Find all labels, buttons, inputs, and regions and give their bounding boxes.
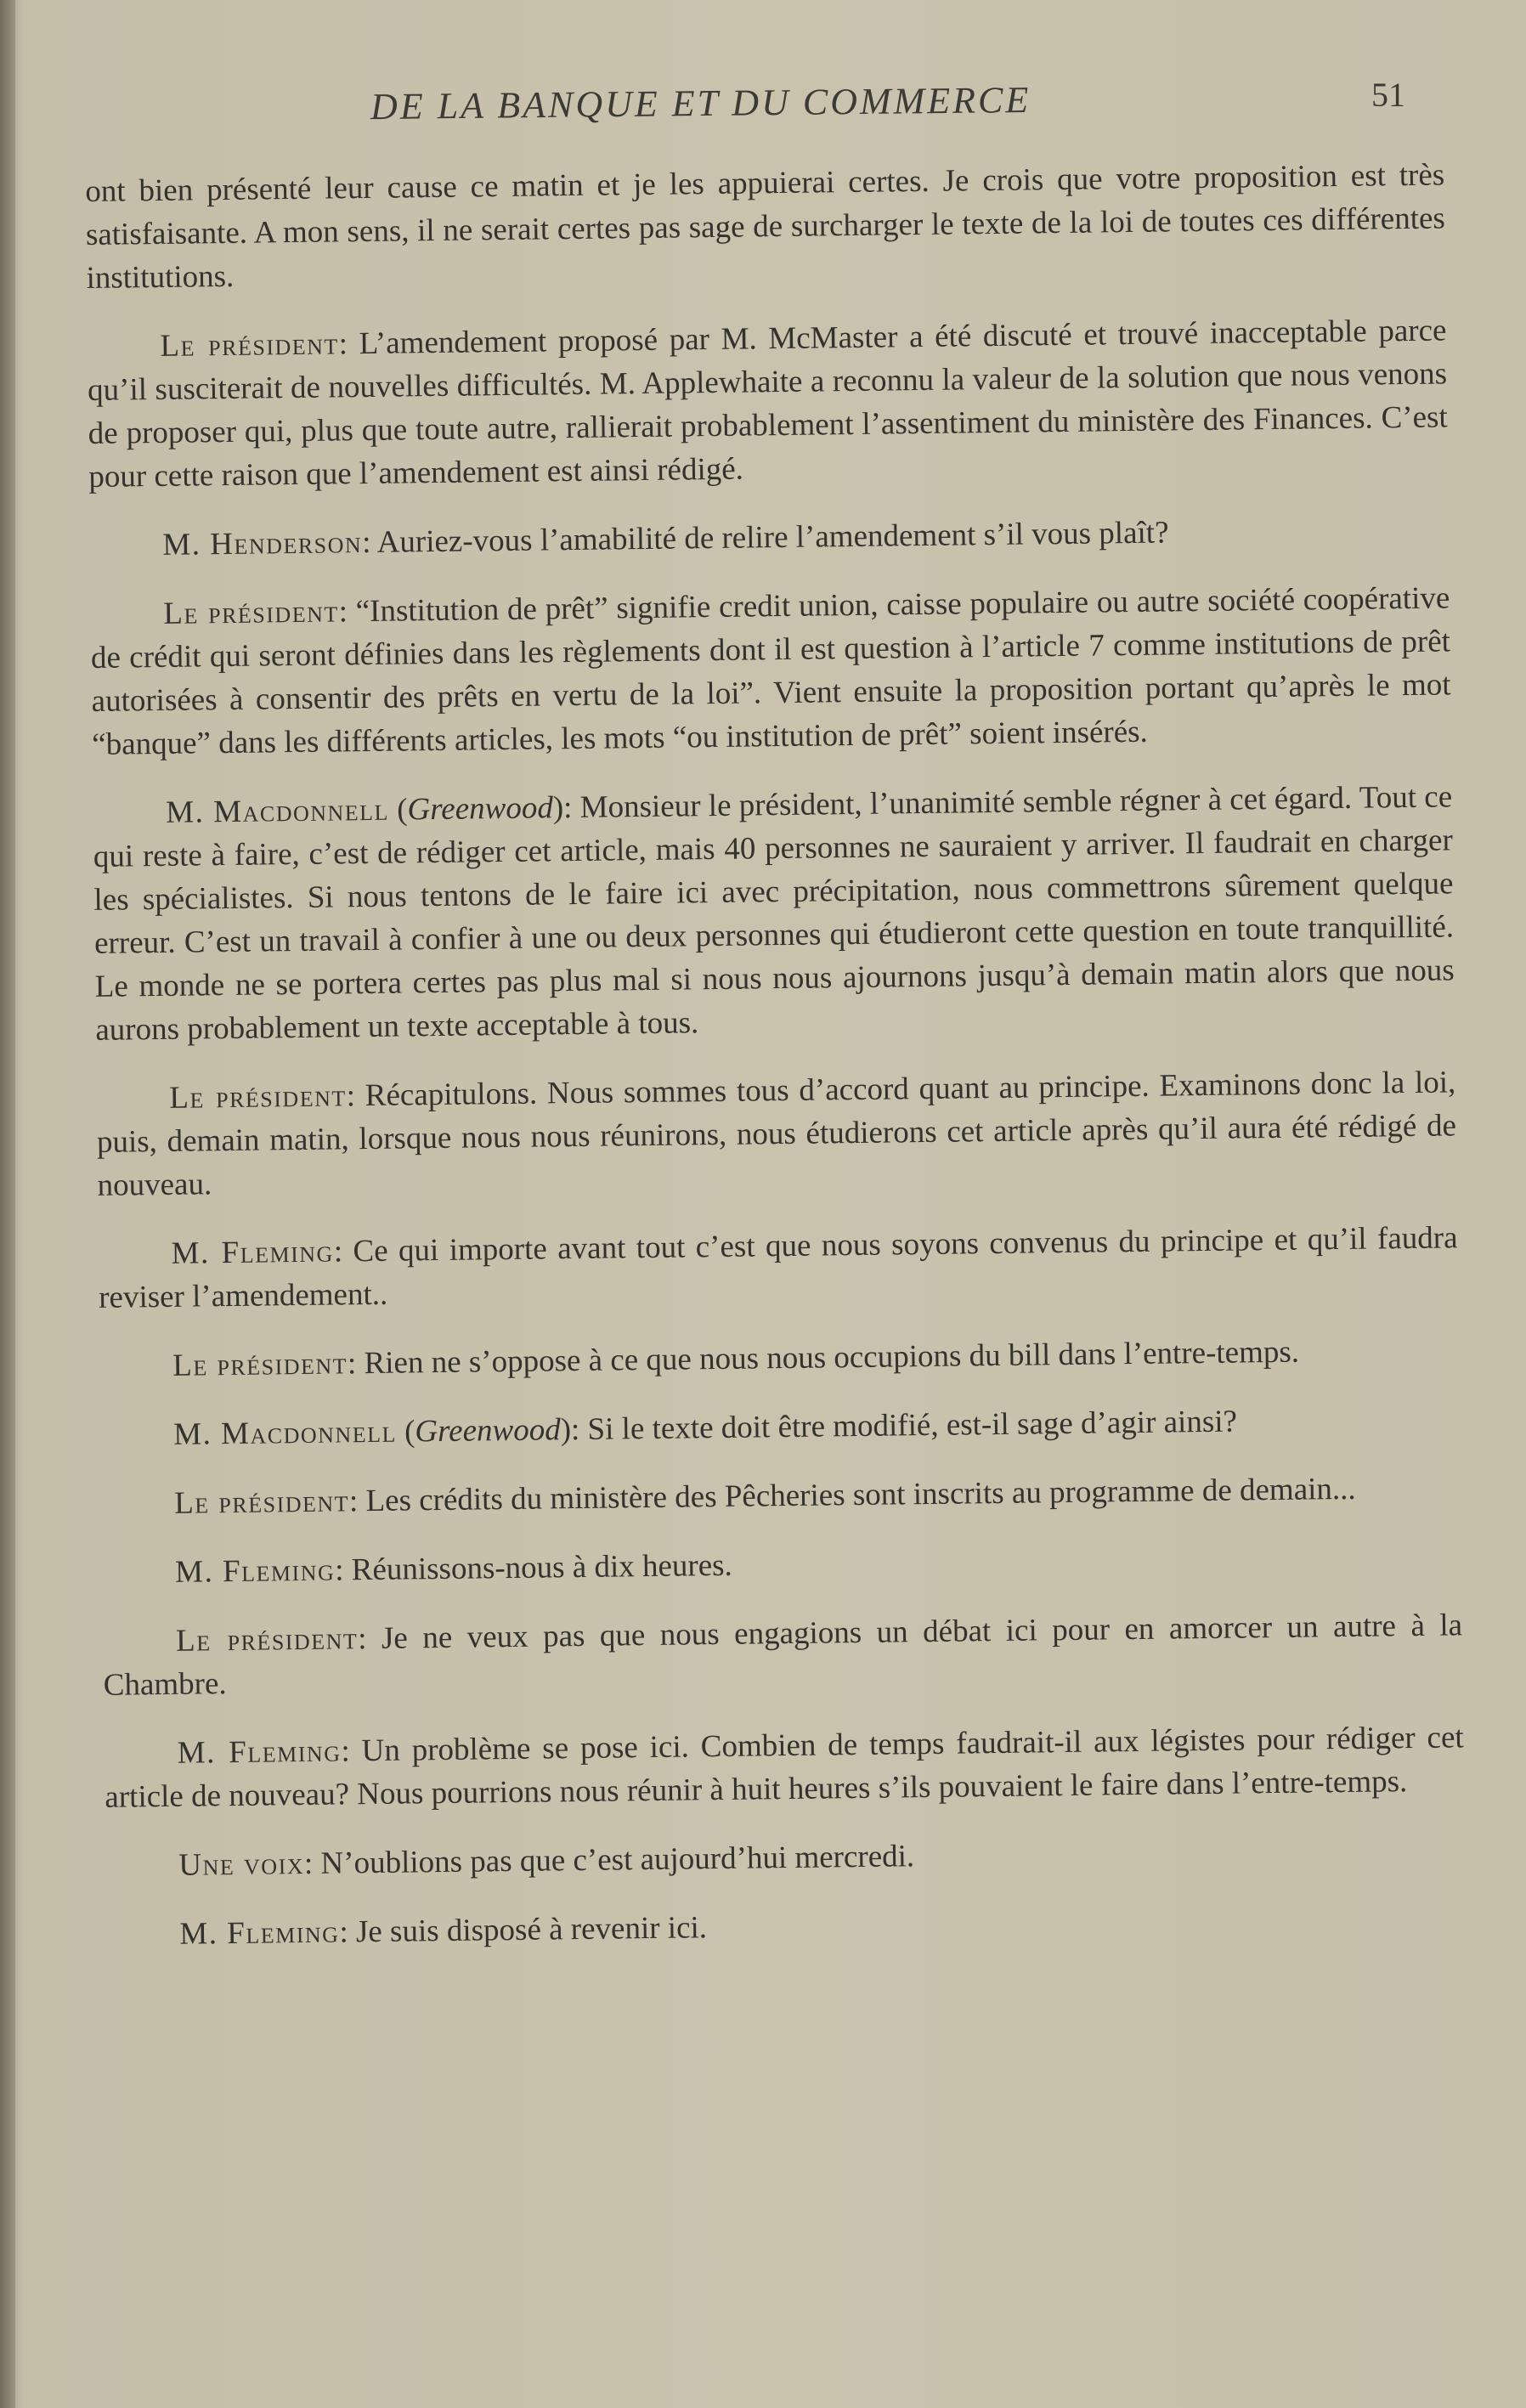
speech-text: Si le texte doit être modifié, est-il sage d’agir ainsi? (587, 1404, 1238, 1447)
speech-text: Je ne veux pas que nous engagions un débat ici pour en amorcer un autre à la Chambre. (103, 1608, 1463, 1703)
speech-paragraph: Le président: Les crédits du ministère des Pêcheries sont inscrits au programme de demain... (173, 1471, 1356, 1521)
speaker-name: Le président (163, 594, 339, 631)
paragraph-continuation (85, 153, 1446, 300)
speaker-name: Le président (160, 326, 340, 364)
speech-paragraph: M. Henderson: Auriez-vous l’amabilité de relire l’amendement s’il vous plaît? (162, 515, 1169, 562)
speaker-riding: Greenwood (407, 790, 554, 828)
speech-paragraph: M. Macdonnell (Greenwood): Si le texte doit être modifié, est-il sage d’agir ainsi? (172, 1404, 1238, 1452)
speaker-name: M. Fleming (174, 1552, 336, 1590)
speaker-name: Le président (175, 1621, 359, 1659)
running-head: DE LA BANQUE ET DU COMMERCE (370, 78, 1031, 128)
speaker-name: Le président (173, 1484, 350, 1521)
paragraph-text: ont bien présenté leur cause ce matin et je les appuierai certes. Je crois que votre proposition est très satisfaisante. A mon sens, il ne serait certes pas sage de surcharger le texte de la loi de toutes ces différentes institutions. (85, 157, 1446, 296)
book-spine-shadow (0, 0, 15, 2408)
page-number: 51 (1371, 76, 1405, 114)
speaker-name: Une voix (178, 1846, 305, 1883)
speaker-name: Le président (169, 1078, 347, 1116)
speech-paragraph: M. Fleming: Réunissons-nous à dix heures. (174, 1547, 733, 1590)
speaker-name: Le président (172, 1346, 348, 1383)
speech-paragraph: Une voix: N’oublions pas que c’est aujourd’hui mercredi. (178, 1839, 915, 1883)
speaker-name: M. Fleming (177, 1733, 342, 1771)
speech-text: L’amendement proposé par M. McMaster a été discuté et trouvé inacceptable parce qu’il susciterait de nouvelles difficultés. M. Applewhaite a reconnu la valeur de la solution que nous venons de proposer qui, plus que toute autre, rallierait probablement l’assentiment du ministère des Finances. C’est pour cette raison que l’amendement est ainsi rédigé. (87, 313, 1448, 495)
speaker-name: M. Macdonnell (165, 792, 390, 830)
speaker-name: M. Fleming (179, 1914, 340, 1952)
speech-text: Les crédits du ministère des Pêcheries sont inscrits au programme de demain... (365, 1471, 1356, 1519)
speech-paragraph: Le président: Rien ne s’oppose à ce que nous nous occupions du bill dans l’entre-temps. (172, 1334, 1300, 1383)
speech-text: Réunissons-nous à dix heures. (351, 1547, 733, 1588)
speech-paragraph: Le président: Récapitulons. Nous sommes tous d’accord quant au principe. Examinons donc la loi, puis, demain matin, lorsque nous nous réunirons, nous étudierons cet article après qu’il aura été rédigé de nouveau. (96, 1065, 1457, 1203)
speech-paragraph: M. Macdonnell (Greenwood): Monsieur le président, l’unanimité semble régner à cet égard. Tout ce qui reste à faire, c’est de rédiger cet article, mais 40 personnes ne sauraient y arriver. Il faudrait en charger les spécialistes. Si nous tentons de le faire ici avec précipitation, nous commettrons sûrement quelque erreur. C’est un travail à confier à une ou deux personnes qui étudieront cette question en toute tranquillité. Le monde ne se portera certes pas plus mal si nous nous ajournons jusqu’à demain matin alors que nous aurons probablement un texte acceptable à tous. (93, 779, 1455, 1048)
speech-text: Rien ne s’oppose à ce que nous nous occupions du bill dans l’entre-temps. (364, 1334, 1300, 1382)
speaker-name: M. Macdonnell (172, 1414, 398, 1452)
speaker-name: M. Fleming (171, 1234, 335, 1271)
speech-paragraph: M. Fleming: Ce qui importe avant tout c’est que nous soyons convenus du principe et qu’il faudra reviser l’amendement.. (98, 1220, 1458, 1315)
speech-paragraph: Le président: “Institution de prêt” signifie credit union, caisse populaire ou autre société coopérative de crédit qui seront définies dans les règlements dont il est question à l’article 7 comme institutions de prêt autorisées à consentir des prêts en vertu de la loi”. Vient ensuite la proposition portant qu’après le mot “banque” dans les différents articles, les mots “ou institution de prêt” soient insérés. (90, 580, 1451, 762)
speech-text: “Institution de prêt” signifie credit union, caisse populaire ou autre société coopérative de crédit qui seront définies dans les règlements dont il est question à l’article 7 comme institutions de prêt autorisées à consentir des prêts en vertu de la loi”. Vient ensuite la proposition portant qu’après le mot “banque” dans les différents articles, les mots “ou institution de prêt” soient insérés. (90, 580, 1451, 762)
speech-paragraph: M. Fleming: Je suis disposé à revenir ici. (179, 1910, 708, 1952)
speech-text: Je suis disposé à revenir ici. (355, 1910, 708, 1950)
speaker-name: M. Henderson (162, 525, 363, 562)
speech-text: Monsieur le président, l’unanimité semble régner à cet égard. Tout ce qui reste à faire, c’est de rédiger cet article, mais 40 personnes ne sauraient y arriver. Il faudrait en charger les spécialistes. Si nous tentons de le faire ici avec précipitation, nous commettrons sûrement quelque erreur. C’est un travail à confier à une ou deux personnes qui étudieront cette question en toute tranquillité. Le monde ne se portera certes pas plus mal si nous nous ajournons jusqu’à demain matin alors que nous aurons probablement un texte acceptable à tous. (93, 779, 1455, 1048)
speech-paragraph: Le président: Je ne veux pas que nous engagions un débat ici pour en amorcer un autre à la Chambre. (103, 1608, 1463, 1703)
speech-text: Un problème se pose ici. Combien de temps faudrait-il aux légistes pour rédiger cet article de nouveau? Nous pourrions nous réunir à huit heures s’ils pouvaient le faire dans l’entre-temps. (105, 1720, 1464, 1815)
speech-text: N’oublions pas que c’est aujourd’hui mercredi. (320, 1839, 915, 1881)
speech-text: Récapitulons. Nous sommes tous d’accord quant au principe. Examinons donc la loi, puis, demain matin, lorsque nous nous réunirons, nous étudierons cet article après qu’il aura été rédigé de nouveau. (96, 1065, 1457, 1203)
transcript-body (85, 153, 1467, 1981)
speech-text: Ce qui importe avant tout c’est que nous soyons convenus du principe et qu’il faudra reviser l’amendement.. (98, 1220, 1458, 1315)
speech-paragraph: M. Fleming: Un problème se pose ici. Combien de temps faudrait-il aux légistes pour rédiger cet article de nouveau? Nous pourrions nous réunir à huit heures s’ils pouvaient le faire dans l’entre-temps. (105, 1720, 1464, 1815)
speech-paragraph: Le président: L’amendement proposé par M. McMaster a été discuté et trouvé inacceptable parce qu’il susciterait de nouvelles difficultés. M. Applewhaite a reconnu la valeur de la solution que nous venons de proposer qui, plus que toute autre, rallierait probablement l’assentiment du ministère des Finances. C’est pour cette raison que l’amendement est ainsi rédigé. (87, 313, 1448, 495)
speaker-riding: Greenwood (415, 1412, 561, 1450)
speech-text: Auriez-vous l’amabilité de relire l’amendement s’il vous plaît? (376, 515, 1169, 560)
